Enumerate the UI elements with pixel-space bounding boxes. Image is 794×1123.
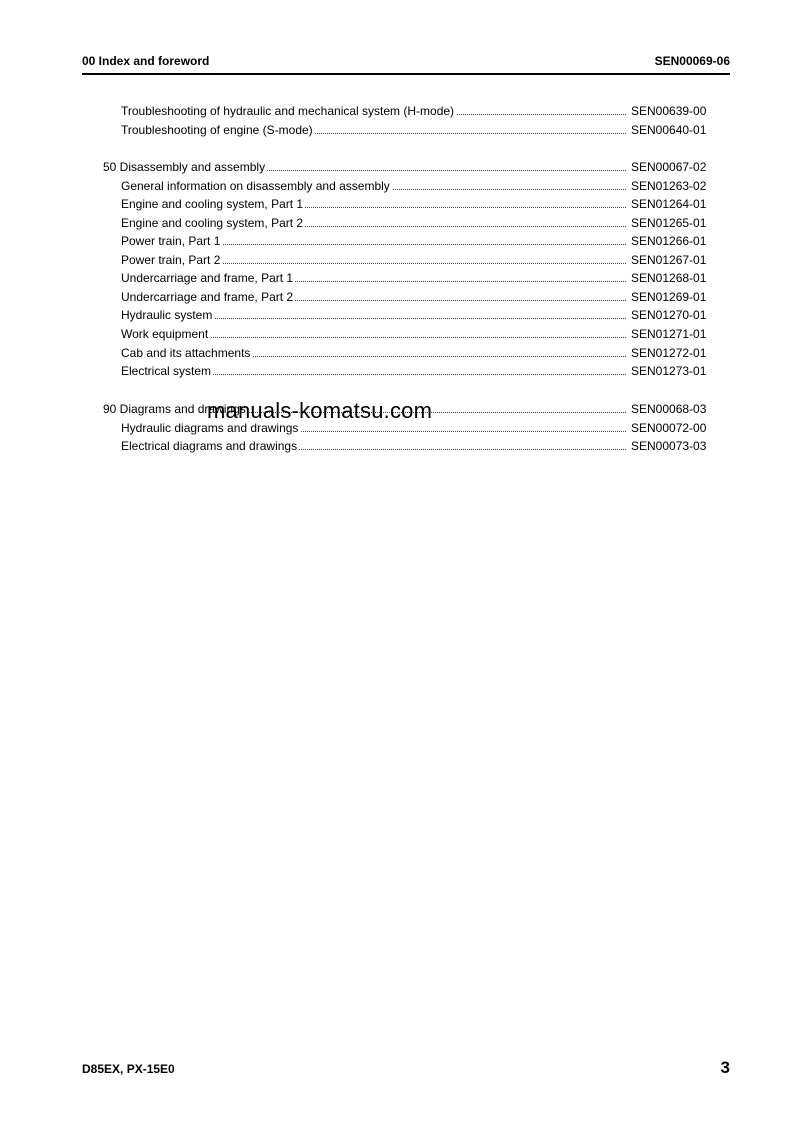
toc-entry-code: SEN00639-00: [631, 104, 707, 118]
toc-entry[interactable]: [0, 326, 794, 342]
toc-entry-code: SEN00068-03: [631, 402, 707, 416]
toc-entry-title: Hydraulic diagrams and drawings: [121, 421, 299, 435]
toc-entry[interactable]: [0, 289, 794, 305]
toc-entry[interactable]: [0, 196, 794, 212]
page-number: 3: [720, 1058, 730, 1077]
document-code: SEN00069-06: [654, 54, 730, 68]
toc-entry-title: General information on disassembly and assembly: [121, 179, 390, 193]
toc-entry-code: SEN00073-03: [631, 439, 707, 453]
toc-entry-title: Undercarriage and frame, Part 2: [121, 290, 294, 304]
section-title: 00 Index and foreword: [82, 54, 210, 68]
toc-entry-title: Hydraulic system: [121, 308, 213, 322]
toc-entry[interactable]: [0, 233, 794, 249]
toc-entry-title: Engine and cooling system, Part 1: [121, 197, 304, 211]
toc-entry-title: Engine and cooling system, Part 2: [121, 216, 304, 230]
toc-entry[interactable]: [0, 252, 794, 268]
toc-entry-code: SEN01267-01: [631, 253, 707, 267]
toc-entry-title: Cab and its attachments: [121, 346, 251, 360]
toc-entry-code: SEN01271-01: [631, 327, 707, 341]
watermark: manuals-komatsu.com: [207, 398, 433, 423]
toc-entry-code: SEN00067-02: [631, 160, 707, 174]
toc-entry-title: Undercarriage and frame, Part 1: [121, 271, 294, 285]
toc-entry-code: SEN01268-01: [631, 271, 707, 285]
toc-entry-code: SEN01273-01: [631, 364, 707, 378]
toc-entry-code: SEN01269-01: [631, 290, 707, 304]
toc-entry-code: SEN01264-01: [631, 197, 707, 211]
toc-entry-title: 50 Disassembly and assembly: [103, 160, 266, 174]
toc-entry[interactable]: [0, 363, 794, 379]
toc-entry[interactable]: [0, 345, 794, 361]
toc-entry-code: SEN00072-00: [631, 421, 707, 435]
toc-entry[interactable]: [0, 438, 794, 454]
header-rule: [82, 73, 730, 75]
footer-model: D85EX, PX-15E0: [82, 1062, 175, 1076]
toc-entry-code: SEN01263-02: [631, 179, 707, 193]
toc-entry-title: Troubleshooting of engine (S-mode): [121, 123, 313, 137]
toc-entry[interactable]: [0, 103, 794, 119]
toc-entry-title: Work equipment: [121, 327, 209, 341]
toc-entry[interactable]: [0, 307, 794, 323]
toc-entry-title: 90 Diagrams and drawings: [103, 402, 246, 416]
toc-entry-title: Electrical system: [121, 364, 212, 378]
toc-entry[interactable]: [0, 215, 794, 231]
toc-entry-title: Power train, Part 2: [121, 253, 221, 267]
toc-entry-code: SEN01266-01: [631, 234, 707, 248]
toc-entry-code: SEN01270-01: [631, 308, 707, 322]
toc-entry[interactable]: [0, 122, 794, 138]
toc-entry[interactable]: [0, 270, 794, 286]
toc-entry[interactable]: [0, 159, 794, 175]
toc-entry-code: SEN01272-01: [631, 346, 707, 360]
toc-entry-title: Troubleshooting of hydraulic and mechanical system (H-mode): [121, 104, 455, 118]
toc-entry-code: SEN01265-01: [631, 216, 707, 230]
toc-entry[interactable]: [0, 178, 794, 194]
toc-entry-code: SEN00640-01: [631, 123, 707, 137]
toc-entry-title: Electrical diagrams and drawings: [121, 439, 298, 453]
toc-entry-title: Power train, Part 1: [121, 234, 221, 248]
